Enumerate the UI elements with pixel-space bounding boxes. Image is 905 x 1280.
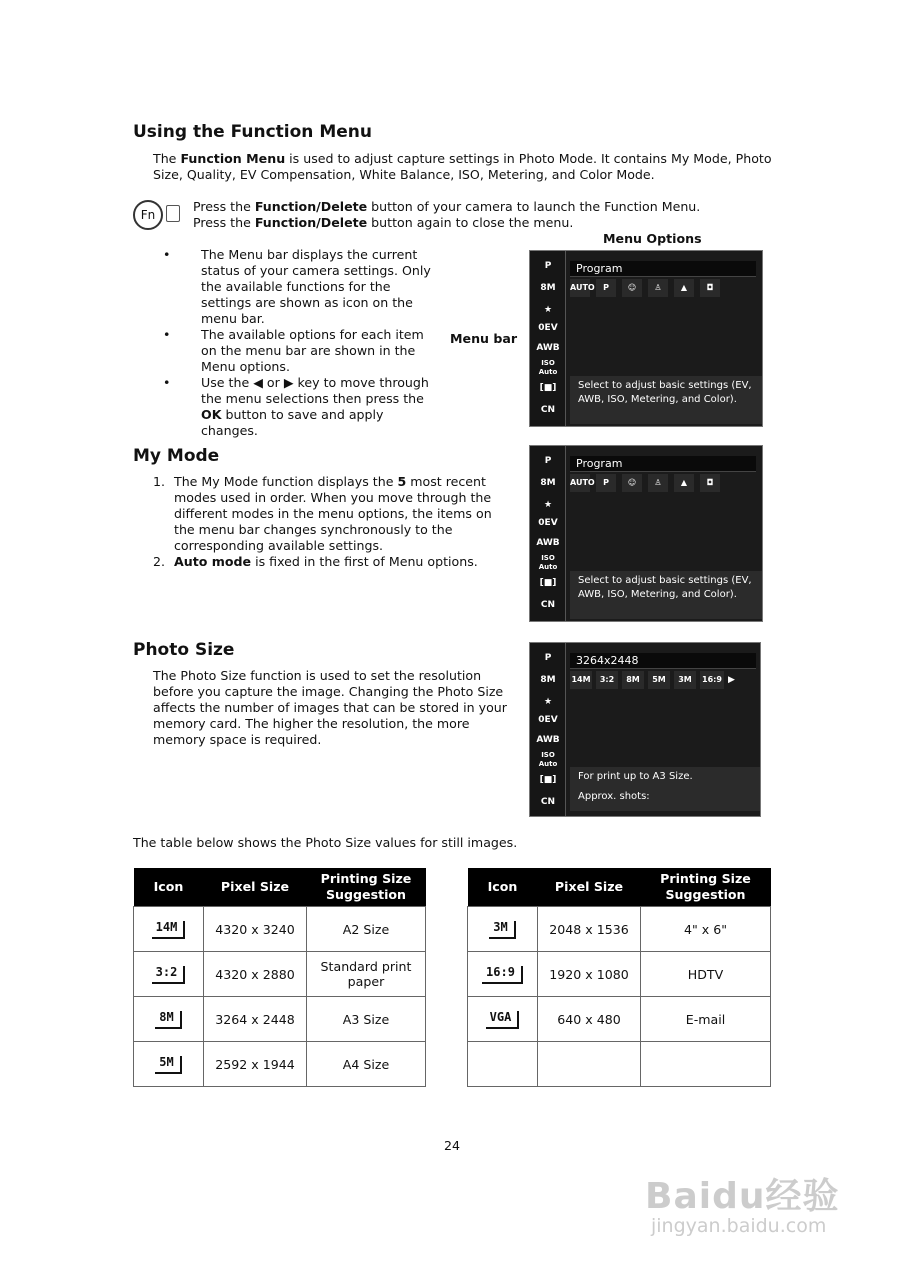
ev-icon: 0EV bbox=[538, 323, 558, 333]
press-instructions: Press the Function/Delete button of your camera to launch the Function Menu. Press the Function/Delete button again to close the menu. bbox=[193, 199, 701, 230]
night-icon: ◘ bbox=[700, 474, 720, 492]
awb-icon: AWB bbox=[536, 538, 560, 548]
portrait-icon: ♙ bbox=[648, 474, 668, 492]
iso-icon: ISO Auto bbox=[538, 554, 558, 571]
camera-screen-photo-size bbox=[529, 642, 761, 817]
photo-size-icon: 8M bbox=[540, 283, 556, 293]
info-box: Select to adjust basic settings (EV, AWB, ISO, Metering, and Color). bbox=[570, 376, 763, 424]
color-mode-icon: CN bbox=[540, 600, 556, 610]
awb-icon: AWB bbox=[536, 343, 560, 353]
metering-icon: [■] bbox=[539, 775, 557, 785]
table-row bbox=[468, 997, 771, 1042]
menu-options-row bbox=[570, 279, 720, 299]
bullet-item: • The available options for each item on the menu bar are shown in the Menu options. bbox=[163, 327, 424, 374]
photo-size-table-left bbox=[133, 868, 426, 1087]
function-menu-intro: The Function Menu is used to adjust capture settings in Photo Mode. It contains My Mode, Photo Size, Quality, EV Compensation, White Balance, ISO, Metering, and Color Mode. bbox=[153, 151, 772, 182]
size-3m-icon: 3M bbox=[674, 671, 696, 689]
program-mode-icon: P bbox=[544, 653, 552, 663]
size-8m-icon: 8M bbox=[155, 1011, 181, 1029]
size-16-9-icon: 16:9 bbox=[482, 966, 523, 984]
print-size-cell: A3 Size bbox=[307, 997, 426, 1042]
info-box: For print up to A3 Size. Approx. shots: bbox=[570, 767, 761, 811]
iso-icon: ISO Auto bbox=[538, 751, 558, 768]
size-3-2-icon: 3:2 bbox=[152, 966, 186, 984]
menu-bar-label: Menu bar bbox=[450, 331, 518, 346]
bullet-item: • The Menu bar displays the current status of your camera settings. Only the available functions for the settings are shown as icon on the menu bar. bbox=[163, 247, 431, 326]
program-mode-icon: P bbox=[544, 261, 552, 271]
portrait-icon: ♙ bbox=[648, 279, 668, 297]
right-arrow-icon: ▶ bbox=[283, 375, 294, 390]
col-header-icon: Icon bbox=[468, 868, 538, 907]
my-mode-list bbox=[153, 474, 509, 570]
quality-icon: ★ bbox=[543, 697, 553, 707]
pixel-size-cell: 4320 x 3240 bbox=[204, 907, 307, 952]
list-item: 1. The My Mode function displays the 5 most recent modes used in order. When you move through the different modes in the menu options, the items on the menu bar changes synchronously to the corresponding available settings. bbox=[153, 474, 492, 553]
smile-icon: ☺ bbox=[622, 279, 642, 297]
pixel-size-cell: 2048 x 1536 bbox=[538, 907, 641, 952]
photo-size-icon: 8M bbox=[540, 675, 556, 685]
section-title-photo-size: Photo Size bbox=[133, 640, 235, 660]
list-item: 2. Auto mode is fixed in the first of Menu options. bbox=[153, 554, 478, 569]
quality-icon: ★ bbox=[543, 305, 553, 315]
color-mode-icon: CN bbox=[540, 797, 556, 807]
pixel-size-cell: 2592 x 1944 bbox=[204, 1042, 307, 1087]
metering-icon: [■] bbox=[539, 578, 557, 588]
print-size-cell: A2 Size bbox=[307, 907, 426, 952]
camera-screen-function-menu bbox=[529, 250, 763, 427]
bullet-list bbox=[163, 247, 435, 439]
left-arrow-icon: ◀ bbox=[253, 375, 263, 390]
size-3-2-icon: 3:2 bbox=[596, 671, 618, 689]
page-number: 24 bbox=[444, 1138, 461, 1153]
pixel-size-cell: 3264 x 2448 bbox=[204, 997, 307, 1042]
size-options-row bbox=[570, 671, 735, 691]
photo-size-icon: 8M bbox=[540, 478, 556, 488]
col-header-pixel: Pixel Size bbox=[204, 868, 307, 907]
menu-options-header: Program bbox=[570, 261, 756, 277]
smile-icon: ☺ bbox=[622, 474, 642, 492]
trash-icon bbox=[166, 205, 180, 222]
size-14m-icon: 14M bbox=[152, 921, 186, 939]
size-14m-icon: 14M bbox=[570, 671, 592, 689]
size-vga-icon: VGA bbox=[486, 1011, 520, 1029]
col-header-pixel: Pixel Size bbox=[538, 868, 641, 907]
table-row bbox=[468, 952, 771, 997]
camera-screen-my-mode bbox=[529, 445, 763, 622]
col-header-print: Printing Size Suggestion bbox=[641, 868, 771, 907]
print-size-cell: HDTV bbox=[641, 952, 771, 997]
landscape-icon: ▲ bbox=[674, 279, 694, 297]
program-icon: P bbox=[596, 279, 616, 297]
watermark-logo: Baidu经验 bbox=[645, 1176, 840, 1217]
table-row bbox=[134, 907, 426, 952]
ev-icon: 0EV bbox=[538, 715, 558, 725]
size-5m-icon: 5M bbox=[155, 1056, 181, 1074]
print-size-cell: Standard print paper bbox=[307, 952, 426, 997]
table-row bbox=[134, 952, 426, 997]
pixel-size-cell: 1920 x 1080 bbox=[538, 952, 641, 997]
photo-size-table-right bbox=[467, 868, 771, 1087]
menu-options-header: Program bbox=[570, 456, 756, 472]
print-size-cell: A4 Size bbox=[307, 1042, 426, 1087]
table-row bbox=[134, 997, 426, 1042]
awb-icon: AWB bbox=[536, 735, 560, 745]
col-header-print: Printing Size Suggestion bbox=[307, 868, 426, 907]
auto-mode-icon: AUTO bbox=[570, 474, 590, 492]
watermark-url: jingyan.baidu.com bbox=[651, 1215, 827, 1237]
print-size-cell: E-mail bbox=[641, 997, 771, 1042]
ev-icon: 0EV bbox=[538, 518, 558, 528]
size-3m-icon: 3M bbox=[489, 921, 515, 939]
pixel-size-cell: 4320 x 2880 bbox=[204, 952, 307, 997]
metering-icon: [■] bbox=[539, 383, 557, 393]
color-mode-icon: CN bbox=[540, 405, 556, 415]
bullet-item: • Use the ◀ or ▶ key to move through the menu selections then press the OK button to save and apply changes. bbox=[163, 375, 429, 438]
size-5m-icon: 5M bbox=[648, 671, 670, 689]
auto-mode-icon: AUTO bbox=[570, 279, 590, 297]
size-16-9-icon: 16:9 bbox=[700, 671, 724, 689]
quality-icon: ★ bbox=[543, 500, 553, 510]
landscape-icon: ▲ bbox=[674, 474, 694, 492]
table-row bbox=[468, 907, 771, 952]
program-icon: P bbox=[596, 474, 616, 492]
size-8m-icon: 8M bbox=[622, 671, 644, 689]
col-header-icon: Icon bbox=[134, 868, 204, 907]
menu-bar bbox=[530, 446, 566, 621]
night-icon: ◘ bbox=[700, 279, 720, 297]
scroll-right-icon: ▶ bbox=[728, 675, 735, 685]
menu-options-row bbox=[570, 474, 720, 494]
menu-bar bbox=[530, 251, 566, 426]
menu-bar bbox=[530, 643, 566, 816]
table-intro: The table below shows the Photo Size values for still images. bbox=[133, 835, 518, 850]
fn-button-icon: Fn bbox=[133, 200, 163, 230]
program-mode-icon: P bbox=[544, 456, 552, 466]
table-row bbox=[468, 1042, 771, 1087]
iso-icon: ISO Auto bbox=[538, 359, 558, 376]
photo-size-text: The Photo Size function is used to set the resolution before you capture the image. Changing the Photo Size affects the number of images that can be stored in your memory card. The higher the resolution, the more memory space is required. bbox=[153, 668, 507, 747]
menu-options-header: 3264x2448 bbox=[570, 653, 756, 669]
menu-options-label: Menu Options bbox=[603, 231, 702, 246]
section-title-function-menu: Using the Function Menu bbox=[133, 122, 372, 142]
print-size-cell: 4" x 6" bbox=[641, 907, 771, 952]
section-title-my-mode: My Mode bbox=[133, 446, 220, 466]
info-box: Select to adjust basic settings (EV, AWB, ISO, Metering, and Color). bbox=[570, 571, 763, 619]
table-row bbox=[134, 1042, 426, 1087]
pixel-size-cell: 640 x 480 bbox=[538, 997, 641, 1042]
